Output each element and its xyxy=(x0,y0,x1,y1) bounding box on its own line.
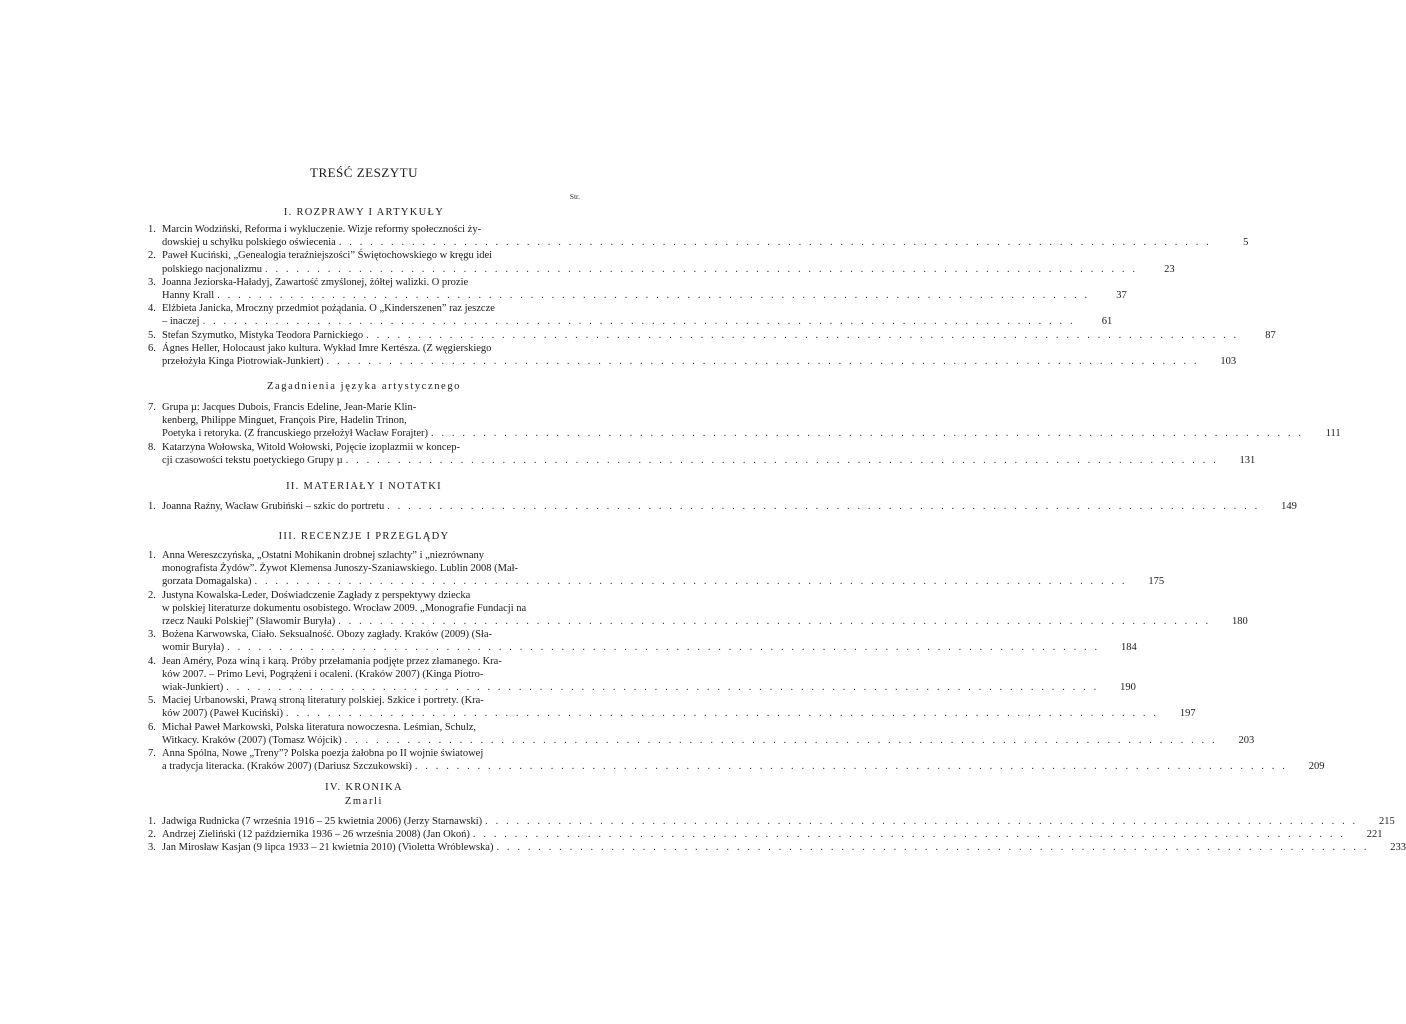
toc-entry-page: 209 xyxy=(1308,761,1325,773)
toc-entry-number: 4. xyxy=(148,655,156,667)
toc-entry-line: Bożena Karwowska, Ciało. Seksualność. Obozy zagłady. Kraków (2009) (Sła- xyxy=(162,629,492,641)
toc-entry-number: 3. xyxy=(148,842,156,854)
toc-entry-body xyxy=(162,276,1127,302)
toc-entry-page: 111 xyxy=(1325,428,1341,440)
toc-entry-line: wiak-Junkiert) . . . xyxy=(162,681,1102,694)
toc-entry-number: 1. xyxy=(148,550,156,561)
leader-dots xyxy=(283,707,1162,720)
toc-entry-number: 6. xyxy=(148,721,156,733)
toc-entry-body xyxy=(162,223,1248,249)
toc-entry-body xyxy=(162,329,1276,342)
toc-entry xyxy=(148,589,1248,629)
toc-entry-number: 7. xyxy=(148,748,156,760)
leader-dots xyxy=(336,236,1215,249)
toc-entry-body xyxy=(162,500,1297,513)
toc-entry-page: 203 xyxy=(1238,734,1255,746)
toc-entry xyxy=(148,721,1255,747)
toc-entry-line: Hanny Krall . . . xyxy=(162,289,1093,302)
toc-entry-line: a tradycja literacka. (Kraków 2007) (Dariusz Szczukowski) . . . xyxy=(162,760,1290,773)
leader-dots xyxy=(324,355,1203,368)
toc-entry-line: dowskiej u schyłku polskiego oświecenia . . . xyxy=(162,236,1214,249)
toc-entry-number: 2. xyxy=(148,589,156,601)
toc-entry-line: monografista Żydów”. Żywot Klemensa Junoszy-Szaniawskiego. Lublin 2008 (Mał- xyxy=(162,563,519,575)
toc-entry-number: 1. xyxy=(148,816,156,827)
toc-entry-line: Maciej Urbanowski, Prawą stroną literatury polskiej. Szkice i portrety. (Kra- xyxy=(162,695,484,707)
leader-dots xyxy=(200,315,1079,328)
toc-entry xyxy=(148,223,1249,249)
toc-entry xyxy=(148,655,1136,695)
toc-entry-line: gorzata Domagalska) . . . xyxy=(162,575,1130,588)
toc-entry-page: 23 xyxy=(1164,263,1175,275)
toc-entry-line: Joanna Raźny, Wacław Grubiński – szkic do portretu . . . xyxy=(162,500,1263,513)
toc-entry-line: polskiego nacjonalizmu . . . xyxy=(162,263,1141,276)
leader-dots xyxy=(343,454,1222,467)
toc-entry xyxy=(148,549,1165,589)
toc-entry-page: 221 xyxy=(1366,829,1383,841)
toc-entry-line: w polskiej literaturze dokumentu osobistego. Wrocław 2009. „Monografie Fundacji na xyxy=(162,602,527,614)
toc-entry-page: 131 xyxy=(1239,454,1256,466)
toc-entry-line: Elżbieta Janicka, Mroczny przedmiot pożądania. O „Kinderszenen” raz jeszcze xyxy=(162,303,495,315)
toc-entry xyxy=(148,441,1256,467)
leader-dots xyxy=(470,828,1349,841)
leader-dots xyxy=(482,815,1361,828)
section-title-kronika: IV. KRONIKA xyxy=(325,782,403,793)
toc-entry-number: 3. xyxy=(148,629,156,641)
leader-dots xyxy=(412,760,1291,773)
toc-entry-body xyxy=(162,841,1406,854)
toc-entry-line: Witkacy. Kraków (2007) (Tomasz Wójcik) . . . xyxy=(162,734,1220,747)
toc-entry-number: 3. xyxy=(148,276,156,288)
toc-entry-body xyxy=(162,747,1324,773)
toc-entry-line: Katarzyna Wołowska, Witold Wołowski, Pojęcie izoplazmii w koncep- xyxy=(162,441,460,453)
toc-entry-line: ków 2007. – Primo Levi, Pogrążeni i ocaleni. (Kraków 2007) (Kinga Piotro- xyxy=(162,668,484,680)
toc-entry-line: Grupa µ: Jacques Dubois, Francis Edeline, Jean-Marie Klin- xyxy=(162,402,417,413)
toc-entry-page: 190 xyxy=(1120,682,1136,694)
toc-entry-line: Poetyka i retoryka. (Z francuskiego przełożył Wacław Forajter) . . . xyxy=(162,427,1307,440)
toc-entry-line: przełożyła Kinga Piotrowiak-Junkiert) . . . xyxy=(162,355,1202,368)
toc-entry xyxy=(148,628,1137,654)
toc-entry-line: Anna Wereszczyńska, „Ostatni Mohikanin drobnej szlachty” i „niezrównany xyxy=(162,550,485,561)
toc-entry-body xyxy=(162,628,1137,654)
toc-entry-line: rzecz Nauki Polskiej” (Sławomir Buryła) . . . xyxy=(162,615,1214,628)
section-entries-recenzje xyxy=(148,549,1325,773)
toc-entry-line: Michał Paweł Markowski, Polska literatura nowoczesna. Leśmian, Schulz, xyxy=(162,721,477,733)
leader-dots xyxy=(214,289,1093,302)
leader-dots xyxy=(342,734,1221,747)
toc-entry-page: 61 xyxy=(1101,316,1113,328)
toc-entry xyxy=(148,747,1325,773)
toc-entry xyxy=(148,249,1175,275)
toc-entry-number: 5. xyxy=(148,695,156,707)
toc-entry-page: 175 xyxy=(1148,576,1165,588)
leader-dots xyxy=(428,427,1307,440)
toc-entry xyxy=(148,276,1127,302)
leader-dots xyxy=(335,615,1214,628)
toc-entry-line: Ágnes Heller, Holocaust jako kultura. Wykład Imre Kertésza. (Z węgierskiego xyxy=(162,342,492,354)
toc-entry-body xyxy=(162,249,1175,275)
toc-entry-line: Marcin Wodziński, Reforma i wykluczenie. Wizje reformy społeczności ży- xyxy=(162,224,482,235)
section-entries-rozprawy xyxy=(148,223,1276,368)
page-title: TREŚĆ ZESZYTU xyxy=(310,165,418,180)
leader-dots xyxy=(262,263,1141,276)
toc-entry-line: Anna Spólna, Nowe „Treny”? Polska poezja żałobna po II wojnie światowej xyxy=(162,748,484,760)
leader-dots xyxy=(363,329,1242,342)
toc-entry xyxy=(148,815,1395,828)
section-title-recenzje: III. RECENZJE I PRZEGLĄDY xyxy=(278,531,450,542)
leader-dots xyxy=(384,500,1263,513)
subsection-title-zmarli: Zmarli xyxy=(344,796,384,807)
toc-entry-page: 37 xyxy=(1116,290,1127,302)
toc-entry-line: ków 2007) (Paweł Kuciński) . . . xyxy=(162,707,1162,720)
toc-entry-line: Jan Mirosław Kasjan (9 lipca 1933 – 21 kwietnia 2010) (Violetta Wróblewska) . . . xyxy=(162,841,1372,854)
section-entries-materialy xyxy=(148,500,1297,513)
toc-entry-page: 149 xyxy=(1281,501,1297,512)
toc-entry-body xyxy=(162,721,1254,747)
toc-entry xyxy=(148,500,1297,513)
toc-entry-page: 5 xyxy=(1243,237,1249,249)
toc-entry-page: 184 xyxy=(1120,642,1137,654)
toc-entry xyxy=(148,302,1113,328)
toc-entry-page: 87 xyxy=(1265,329,1276,341)
toc-entry-body xyxy=(162,828,1383,841)
toc-entry-number: 2. xyxy=(148,829,156,841)
section-entries-zagadnienia xyxy=(148,401,1341,467)
toc-entry-page: 233 xyxy=(1390,842,1406,854)
toc-entry-line: kenberg, Philippe Minguet, François Pire, Hadelin Trinon, xyxy=(162,415,407,427)
toc-entry-body xyxy=(162,589,1248,629)
toc-entry-line: Jean Améry, Poza winą i karą. Próby przełamania podjęte przez złamanego. Kra- xyxy=(162,655,502,667)
toc-entry xyxy=(148,329,1276,342)
leader-dots xyxy=(493,841,1372,854)
toc-entry xyxy=(148,694,1196,720)
toc-entry-body xyxy=(162,441,1255,467)
toc-entry-line: cji czasowości tekstu poetyckiego Grupy µ . . . xyxy=(162,454,1221,467)
toc-entry-page: 215 xyxy=(1379,816,1395,827)
toc-entry xyxy=(148,828,1383,841)
toc-entry-line: womir Buryła) . . . xyxy=(162,641,1103,654)
leader-dots xyxy=(223,681,1102,694)
subsection-title-zagadnienia: Zagadnienia języka artystycznego xyxy=(266,381,462,392)
toc-entry-number: 6. xyxy=(148,342,156,354)
toc-entry-number: 7. xyxy=(148,402,156,413)
toc-entry-line: – inaczej . . . xyxy=(162,315,1078,328)
section-title-rozprawy: I. ROZPRAWY I ARTYKUŁY xyxy=(283,207,445,218)
toc-entry-line: Andrzej Zieliński (12 października 1936 – 26 września 2008) (Jan Okoń) . . . xyxy=(162,828,1349,841)
toc-entry-body xyxy=(162,401,1341,441)
toc-entry-body xyxy=(162,302,1112,328)
toc-entry-page: 103 xyxy=(1220,356,1237,368)
toc-entry xyxy=(148,342,1237,368)
toc-entry-number: 1. xyxy=(148,224,156,235)
toc-entry-body xyxy=(162,815,1395,828)
leader-dots xyxy=(224,641,1103,654)
toc-entry-body xyxy=(162,655,1136,695)
toc-entry-body xyxy=(162,694,1196,720)
toc-entry-page: 197 xyxy=(1179,708,1196,720)
page-column-label: Str. xyxy=(569,192,580,201)
leader-dots xyxy=(252,575,1131,588)
toc-entry-body xyxy=(162,549,1164,589)
toc-entry xyxy=(148,841,1406,854)
toc-entry-number: 8. xyxy=(148,441,156,453)
toc-entry-number: 4. xyxy=(148,303,156,315)
toc-entry-line: Paweł Kuciński, „Genealogia teraźniejszości” Świętochowskiego w kręgu idei xyxy=(162,250,493,262)
toc-entry-line: Stefan Szymutko, Mistyka Teodora Parnickiego . . . xyxy=(162,329,1242,342)
toc-entry-number: 1. xyxy=(148,501,156,512)
toc-entry-page: 180 xyxy=(1232,616,1248,628)
toc-entry-number: 2. xyxy=(148,250,156,262)
toc-entry-line: Justyna Kowalska-Leder, Doświadczenie Zagłady z perspektywy dziecka xyxy=(162,589,471,601)
toc-entry-line: Joanna Jeziorska-Haładyj, Zawartość zmyślonej, żółtej walizki. O prozie xyxy=(162,276,469,288)
section-entries-kronika xyxy=(148,815,1406,855)
toc-entry-number: 5. xyxy=(148,329,156,341)
toc-entry-line: Jadwiga Rudnicka (7 września 1916 – 25 kwietnia 2006) (Jerzy Starnawski) . . . xyxy=(162,815,1361,828)
toc-entry xyxy=(148,401,1341,441)
toc-entry-body xyxy=(162,342,1236,368)
section-title-materialy: II. MATERIAŁY I NOTATKI xyxy=(286,481,442,492)
